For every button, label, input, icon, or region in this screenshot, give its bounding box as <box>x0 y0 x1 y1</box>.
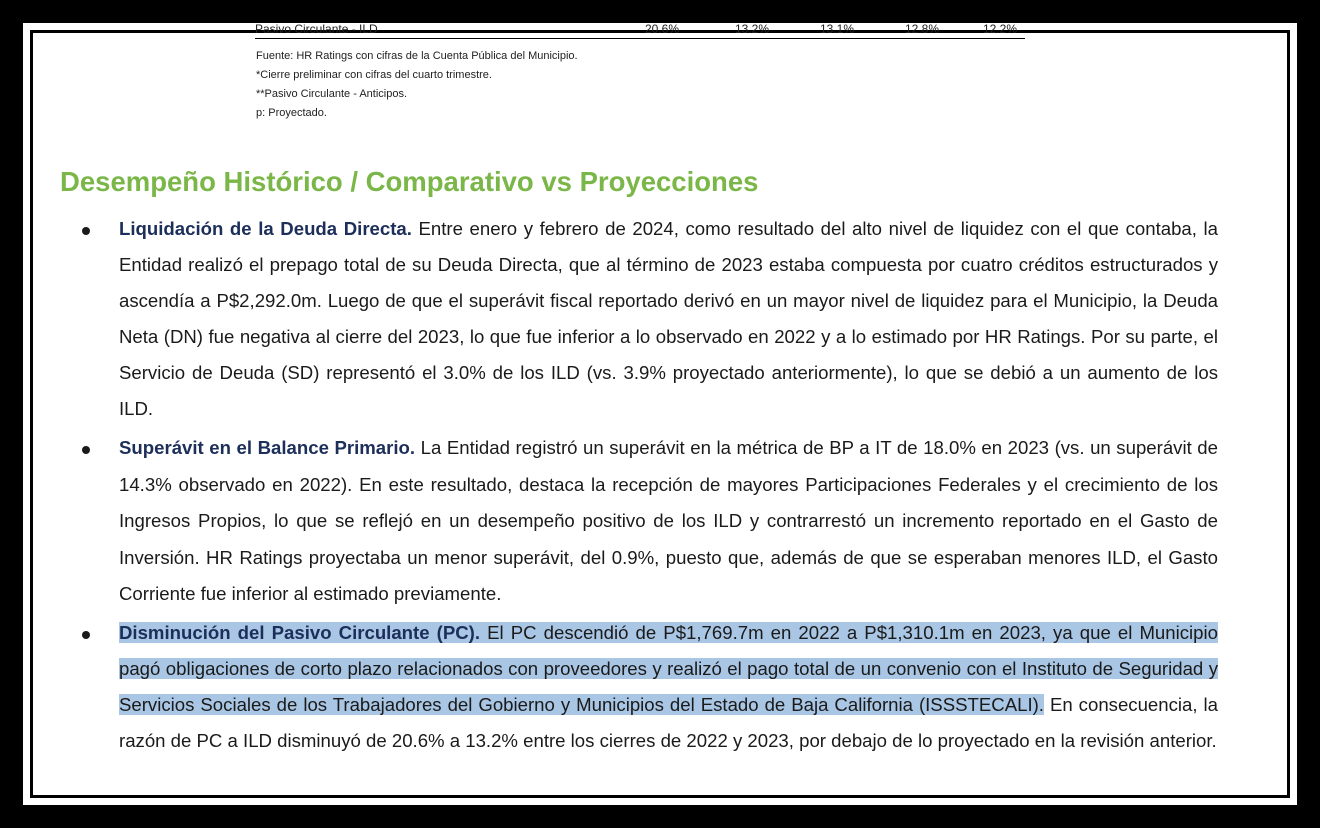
bullet-lead: Superávit en el Balance Primario. <box>119 437 416 458</box>
bullet-dot-icon <box>82 446 90 454</box>
document-page <box>33 22 1287 795</box>
footnote-preliminary: *Cierre preliminar con cifras del cuarto trimestre. <box>256 69 492 81</box>
footnote-source: Fuente: HR Ratings con cifras de la Cuenta Pública del Municipio. <box>256 50 578 62</box>
bullet-body: En consecuencia, la razón de PC a ILD disminuyó de 20.6% a 13.2% entre los cierres de 2022 y 2023, por debajo de lo proyectado en la revisión anterior. <box>119 694 1219 751</box>
bullet-paragraph-superavit <box>119 430 1218 613</box>
footnote-pasivo: **Pasivo Circulante - Anticipos. <box>256 88 408 100</box>
section-title: Desempeño Histórico / Comparativo vs Proyecciones <box>60 166 759 197</box>
table-cell: 13.2% <box>735 22 770 36</box>
bullet-lead: Liquidación de la Deuda Directa. <box>119 218 412 239</box>
bullet-paragraph-deuda <box>119 211 1218 427</box>
bullet-body: Entre enero y febrero de 2024, como resultado del alto nivel de liquidez con el que contaba, la Entidad realizó el prepago total de su Deuda Directa, que al término de 2023 estaba compuesta por cuatro créditos estructurados y ascendía a P$2,292.0m. Luego de que el superávit fiscal reportado derivó en un mayor nivel de liquidez para el Municipio, la Deuda Neta (DN) fue negativa al cierre del 2023, lo que fue inferior a lo observado en 2022 y a lo estimado por HR Ratings. Por su parte, el Servicio de Deuda (SD) representó el 3.0% de los ILD (vs. 3.9% proyectado anteriormente), lo que se debió a un aumento de los ILD. <box>119 218 1218 419</box>
footnote-projected: p: Proyectado. <box>256 107 327 119</box>
table-footnotes <box>256 47 578 123</box>
table-cell: 12.2% <box>983 22 1018 36</box>
table-cell: 20.6% <box>645 22 680 36</box>
bullet-paragraph-pasivo <box>119 615 1218 759</box>
table-cell: 13.1% <box>820 22 855 36</box>
selected-text[interactable]: El PC descendió de P$1,769.7m en 2022 a P$1,310.1m en 2023, ya que el Municipio pagó obligaciones de corto plazo relacionados con proveedores y realizó el pago total de un convenio con el Instituto de Seguridad y Servicios Sociales de los Trabajadores del Gobierno y Municipios del Estado de Baja California (ISSSTECALI). <box>119 622 1218 715</box>
bullet-dot-icon <box>82 631 90 639</box>
bullet-dot-icon <box>82 227 90 235</box>
document-viewport[interactable] <box>33 22 1287 795</box>
table-cell: 12.8% <box>905 22 940 36</box>
bullet-body: La Entidad registró un superávit en la métrica de BP a IT de 18.0% en 2023 (vs. un superávit de 14.3% observado en 2022). En este resultado, destaca la recepción de mayores Participaciones Federales y el crecimiento de los Ingresos Propios, lo que se reflejó en un desempeño positivo de los ILD y contrarrestó un incremento reportado en el Gasto de Inversión. HR Ratings proyectaba un menor superávit, del 0.9%, puesto que, además de que se esperaban menores ILD, el Gasto Corriente fue inferior al estimado previamente. <box>119 437 1218 604</box>
truncated-table-row <box>255 24 1025 39</box>
bullet-lead-selected: Disminución del Pasivo Circulante (PC). <box>119 622 481 643</box>
table-row-label: Pasivo Circulante - ILD <box>255 22 378 36</box>
